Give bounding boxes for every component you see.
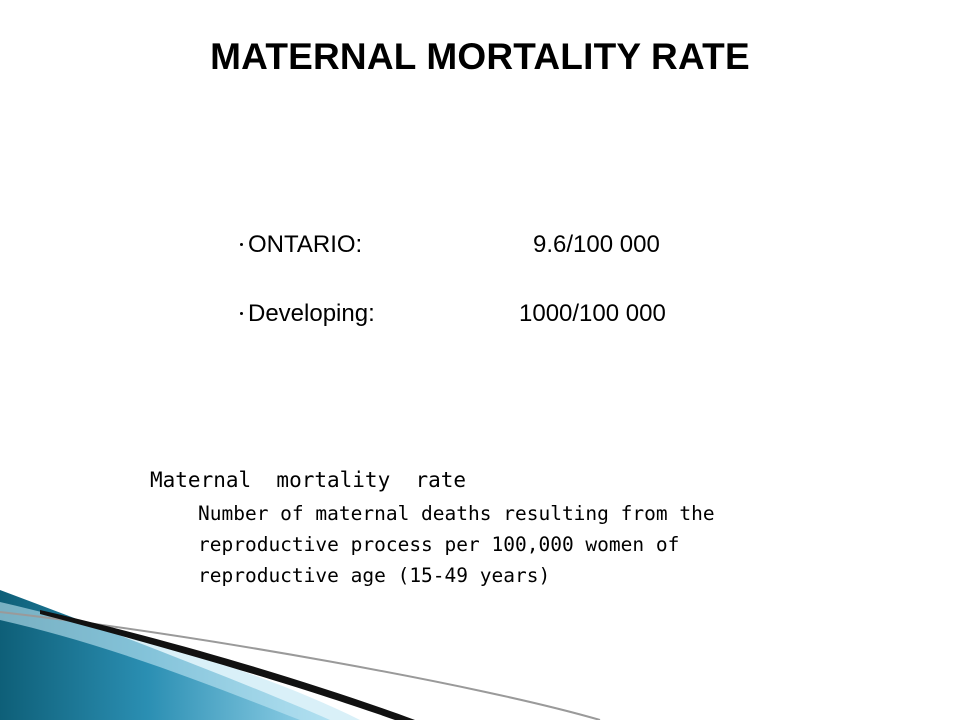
stat-label: Developing: [248,300,375,327]
bullet-icon [240,312,243,315]
slide-title: MATERNAL MORTALITY RATE [210,36,750,77]
decorative-swoosh [0,590,960,720]
stat-value: 9.6/100 000 [533,231,660,258]
definition-heading: Maternal mortality rate [150,468,467,492]
stat-label: ONTARIO: [248,231,363,258]
definition-block [150,468,870,591]
stat-value: 1000/100 000 [519,300,666,327]
stat-row-ontario [240,231,660,259]
stat-row-developing [240,300,666,328]
definition-body: Number of maternal deaths resulting from the reproductive process per 100,000 women of reproductive age (15-49 years) [198,502,715,587]
bullet-icon [240,243,243,246]
